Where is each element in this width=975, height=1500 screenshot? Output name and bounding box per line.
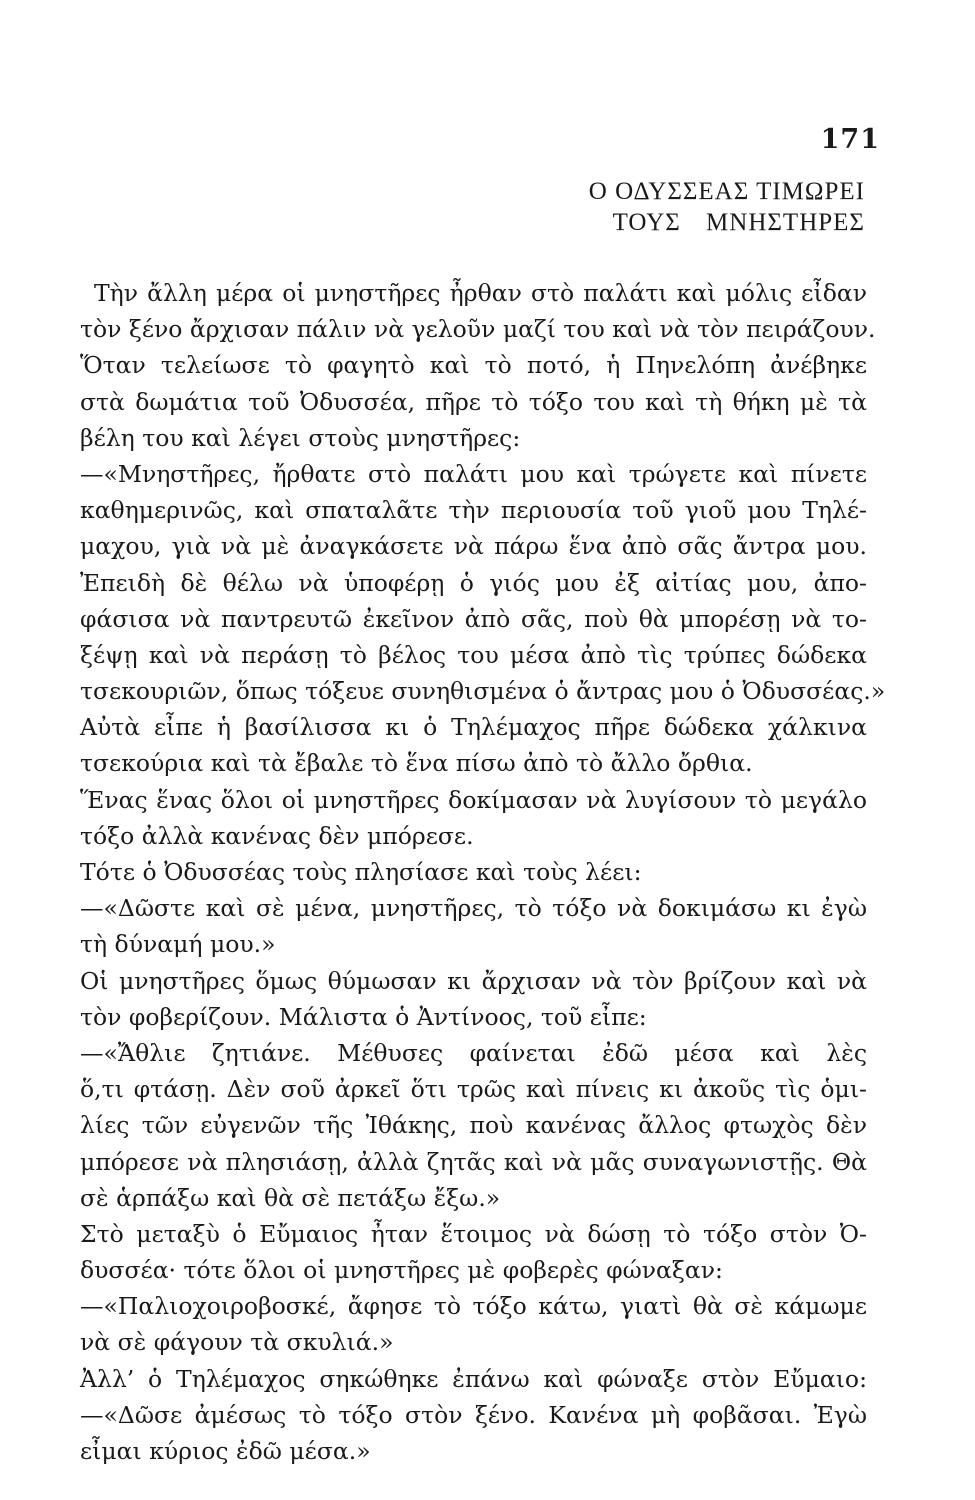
- text-line: ὅ,τι φτάσῃ. Δὲν σοῦ ἀρκεῖ ὅτι τρῶς καὶ πίνεις κι ἀκοῦς τὶς ὁμι-: [80, 1075, 867, 1104]
- text-line: καθημερινῶς, καὶ σπαταλᾶτε τὴν περιουσία τοῦ γιοῦ μου Τηλέ-: [80, 496, 867, 525]
- text-line: τὴ δύναμή μου.»: [80, 930, 276, 959]
- text-line: τὸν φοβερίζουν. Μάλιστα ὁ Ἀντίνοος, τοῦ εἶπε:: [80, 1002, 647, 1031]
- text-line: Στὸ μεταξὺ ὁ Εὔμαιος ἦταν ἕτοιμος νὰ δώσῃ τὸ τόξο στὸν Ὀ-: [80, 1219, 867, 1248]
- body-text: [80, 275, 886, 1469]
- text-line: λίες τῶν εὐγενῶν τῆς Ἰθάκης, ποὺ κανένας ἄλλος φτωχὸς δὲν: [80, 1111, 867, 1140]
- text-line: δυσσέα· τότε ὅλοι οἱ μνηστῆρες μὲ φοβερὲς φώναξαν:: [80, 1256, 723, 1285]
- text-line: σὲ ἁρπάξω καὶ θὰ σὲ πετάξω ἔξω.»: [80, 1183, 501, 1212]
- text-line: ξέψῃ καὶ νὰ περάσῃ τὸ βέλος του μέσα ἀπὸ τὶς τρύπες δώδεκα: [80, 640, 867, 669]
- text-line: τσεκούρια καὶ τὰ ἔβαλε τὸ ἕνα πίσω ἀπὸ τὸ ἄλλο ὄρθια.: [80, 749, 753, 778]
- text-line: τσεκουριῶν, ὅπως τόξευε συνηθισμένα ὁ ἄντρας μου ὁ Ὀδυσσέας.»: [80, 677, 886, 706]
- text-line: νὰ σὲ φάγουν τὰ σκυλιά.»: [80, 1328, 394, 1357]
- text-line: Τότε ὁ Ὀδυσσέας τοὺς πλησίασε καὶ τοὺς λέει:: [80, 858, 642, 886]
- text-line: εἶμαι κύριος ἐδῶ μέσα.»: [80, 1437, 371, 1465]
- chapter-title: [589, 176, 865, 238]
- text-line: Αὐτὰ εἶπε ἡ βασίλισσα κι ὁ Τηλέμαχος πῆρε δώδεκα χάλκινα: [80, 713, 867, 742]
- text-line: Ἀλλ’ ὁ Τηλέμαχος σηκώθηκε ἐπάνω καὶ φώναξε στὸν Εὔμαιο:: [80, 1364, 867, 1393]
- text-line: Ἕνας ἕνας ὅλοι οἱ μνηστῆρες δοκίμασαν νὰ λυγίσουν τὸ μεγάλο: [80, 785, 867, 814]
- text-line: Ἐπειδὴ δὲ θέλω νὰ ὑποφέρῃ ὁ γιός μου ἐξ αἰτίας μου, ἀπο-: [80, 568, 867, 597]
- chapter-title-line-1: Ο ΟΔΥΣΣΕΑΣ ΤΙΜΩΡΕΙ: [588, 178, 865, 205]
- text-line: τόξο ἀλλὰ κανένας δὲν μπόρεσε.: [80, 821, 474, 850]
- text-line: —«Ἄθλιε ζητιάνε. Μέθυσες φαίνεται ἐδῶ μέσα καὶ λὲς: [80, 1038, 867, 1067]
- text-line: στὰ δωμάτια τοῦ Ὀδυσσέα, πῆρε τὸ τόξο του καὶ τὴ θήκη μὲ τὰ: [80, 387, 867, 416]
- text-line: Ὅταν τελείωσε τὸ φαγητὸ καὶ τὸ ποτό, ἡ Πηνελόπη ἀνέβηκε: [80, 351, 867, 380]
- text-line: βέλη του καὶ λέγει στοὺς μνηστῆρες:: [80, 423, 521, 452]
- text-line: —«Δῶστε καὶ σὲ μένα, μνηστῆρες, τὸ τόξο νὰ δοκιμάσω κι ἐγὼ: [80, 894, 867, 923]
- chapter-title-line-2: ΤΟΥΣ ΜΝΗΣΤΗΡΕΣ: [612, 209, 865, 236]
- text-line: —«Μνηστῆρες, ἤρθατε στὸ παλάτι μου καὶ τρώγετε καὶ πίνετε: [80, 459, 867, 488]
- page-number: 171: [820, 124, 880, 155]
- text-line: τὸν ξένο ἄρχισαν πάλιν νὰ γελοῦν μαζί του καὶ νὰ τὸν πειράζουν.: [80, 315, 876, 344]
- text-line: Οἱ μνηστῆρες ὅμως θύμωσαν κι ἄρχισαν νὰ τὸν βρίζουν καὶ νὰ: [80, 966, 867, 995]
- text-line: —«Παλιοχοιροβοσκέ, ἄφησε τὸ τόξο κάτω, γιατὶ θὰ σὲ κάμωμε: [80, 1292, 867, 1321]
- text-line: Τὴν ἄλλη μέρα οἱ μνηστῆρες ἦρθαν στὸ παλάτι καὶ μόλις εἶδαν: [94, 279, 867, 307]
- text-line: μαχου, γιὰ νὰ μὲ ἀναγκάσετε νὰ πάρω ἕνα ἀπὸ σᾶς ἄντρα μου.: [80, 532, 867, 561]
- text-line: μπόρεσε νὰ πλησιάσῃ, ἀλλὰ ζητᾶς καὶ νὰ μᾶς συναγωνιστῇς. Θὰ: [80, 1147, 867, 1176]
- text-line: —«Δῶσε ἀμέσως τὸ τόξο στὸν ξένο. Κανένα μὴ φοβᾶσαι. Ἐγὼ: [80, 1400, 867, 1429]
- text-line: φάσισα νὰ παντρευτῶ ἐκεῖνον ἀπὸ σᾶς, ποὺ θὰ μπορέσῃ νὰ το-: [80, 604, 867, 633]
